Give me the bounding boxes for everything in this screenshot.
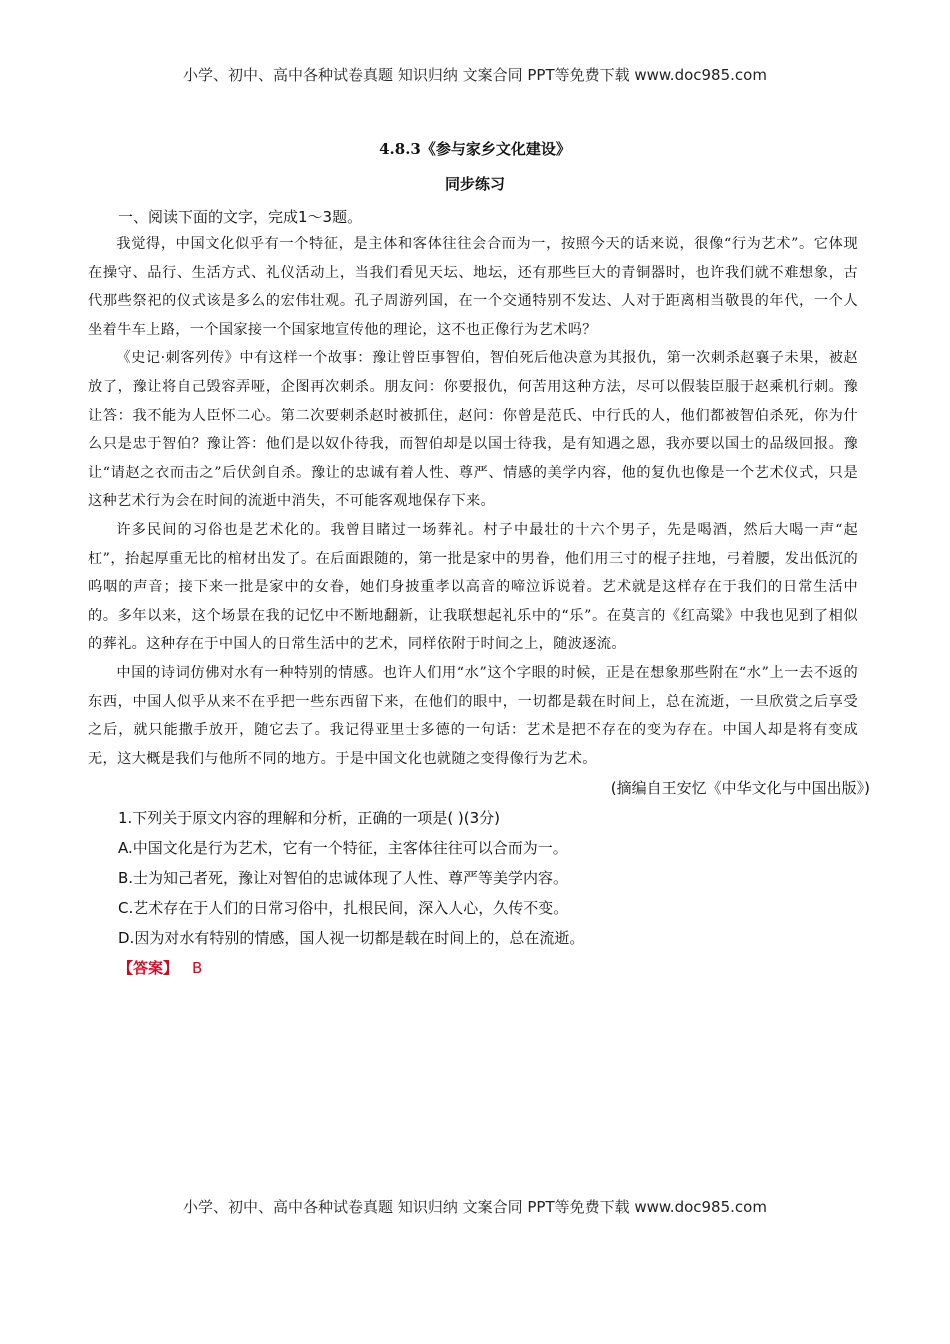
question-option-b: B.士为知己者死，豫让对智伯的忠诚体现了人性、尊严等美学内容。 bbox=[118, 869, 569, 888]
passage-source: (摘编自王安忆《中华文化与中国出版》) bbox=[610, 779, 870, 798]
answer-line bbox=[88, 953, 858, 983]
document-body bbox=[88, 204, 870, 983]
passage-paragraph-4: 中国的诗词仿佛对水有一种特别的情感。也许人们用“水”这个字眼的时候，正是在想象那些附在“水”上一去不返的东西，中国人似乎从来不在乎把一些东西留下来，在他们的眼中，一切都是载在时间上，总在流逝，一旦欣赏之后享受之后，就只能撒手放开，随它去了。我记得亚里士多德的一句话：艺术是把不存在的变为存在。中国人却是将有变成无，这大概是我们与他所不同的地方。于是中国文化也就随之变得像行为艺术。 bbox=[88, 664, 858, 767]
answer-value: B bbox=[192, 959, 203, 978]
question-option-a: A.中国文化是行为艺术，它有一个特征，主客体往往可以合而为一。 bbox=[118, 839, 568, 858]
answer-label: 【答案】 bbox=[118, 959, 179, 978]
document-title: 4.8.3《参与家乡文化建设》 bbox=[379, 140, 571, 158]
page-header: 小学、初中、高中各种试卷真题 知识归纳 文案合同 PPT等免费下载 www.doc985.com bbox=[183, 66, 767, 84]
document-subtitle: 同步练习 bbox=[444, 175, 505, 193]
passage-paragraph-2: 《史记·刺客列传》中有这样一个故事：豫让曾臣事智伯，智伯死后他决意为其报仇，第一次刺杀赵襄子未果，被赵放了，豫让将自己毁容弄哑，企图再次刺杀。朋友问：你要报仇，何苦用这种方法，尽可以假装臣服于赵乘机行刺。豫让答：我不能为人臣怀二心。第二次要刺杀赵时被抓住，赵问：你曾是范氏、中行氏的人，他们都被智伯杀死，你为什么只是忠于智伯？豫让答：他们是以奴仆待我，而智伯却是以国士待我，是有知遇之恩，我亦要以国士的品级回报。豫让“请赵之衣而击之”后伏剑自杀。豫让的忠诚有着人性、尊严、情感的美学内容，他的复仇也像是一个艺术仪式，只是这种艺术行为会在时间的流逝中消失，不可能客观地保存下来。 bbox=[88, 350, 858, 510]
page-footer: 小学、初中、高中各种试卷真题 知识归纳 文案合同 PPT等免费下载 www.doc985.com bbox=[183, 1198, 767, 1216]
passage-paragraph-3: 许多民间的习俗也是艺术化的。我曾目睹过一场葬礼。村子中最壮的十六个男子，先是喝酒，然后大喝一声“起杠”，抬起厚重无比的棺材出发了。在后面跟随的，第一批是家中的男眷，他们用三寸的棍子拄地，弓着腰，发出低沉的呜咽的声音；接下来一批是家中的女眷，她们身披重孝以高音的啼泣诉说着。艺术就是这样存在于我们的日常生活中的。多年以来，这个场景在我的记忆中不断地翻新，让我联想起礼乐中的“乐”。在莫言的《红高粱》中我也见到了相似的葬礼。这种存在于中国人的日常生活中的艺术，同样依附于时间之上，随波逐流。 bbox=[88, 521, 859, 653]
passage-paragraph-1: 我觉得，中国文化似乎有一个特征，是主体和客体往往会合而为一，按照今天的话来说，很像“行为艺术”。它体现在操守、品行、生活方式、礼仪活动上，当我们看见天坛、地坛，还有那些巨大的青铜器时，也许我们就不难想象，古代那些祭祀的仪式该是多么的宏伟壮观。孔子周游列国，在一个交通特别不发达、人对于距离相当敬畏的年代，一个人坐着牛车上路，一个国家接一个国家地宣传他的理论，这不也正像行为艺术吗？ bbox=[88, 236, 858, 338]
reading-instruction: 一、阅读下面的文字，完成1～3题。 bbox=[118, 208, 363, 226]
question-option-c: C.艺术存在于人们的日常习俗中，扎根民间，深入人心，久传不变。 bbox=[118, 899, 569, 918]
question-stem: 1.下列关于原文内容的理解和分析，正确的一项是( )(3分) bbox=[118, 809, 501, 828]
question-option-d: D.因为对水有特别的情感，国人视一切都是载在时间上的，总在流逝。 bbox=[118, 929, 585, 948]
